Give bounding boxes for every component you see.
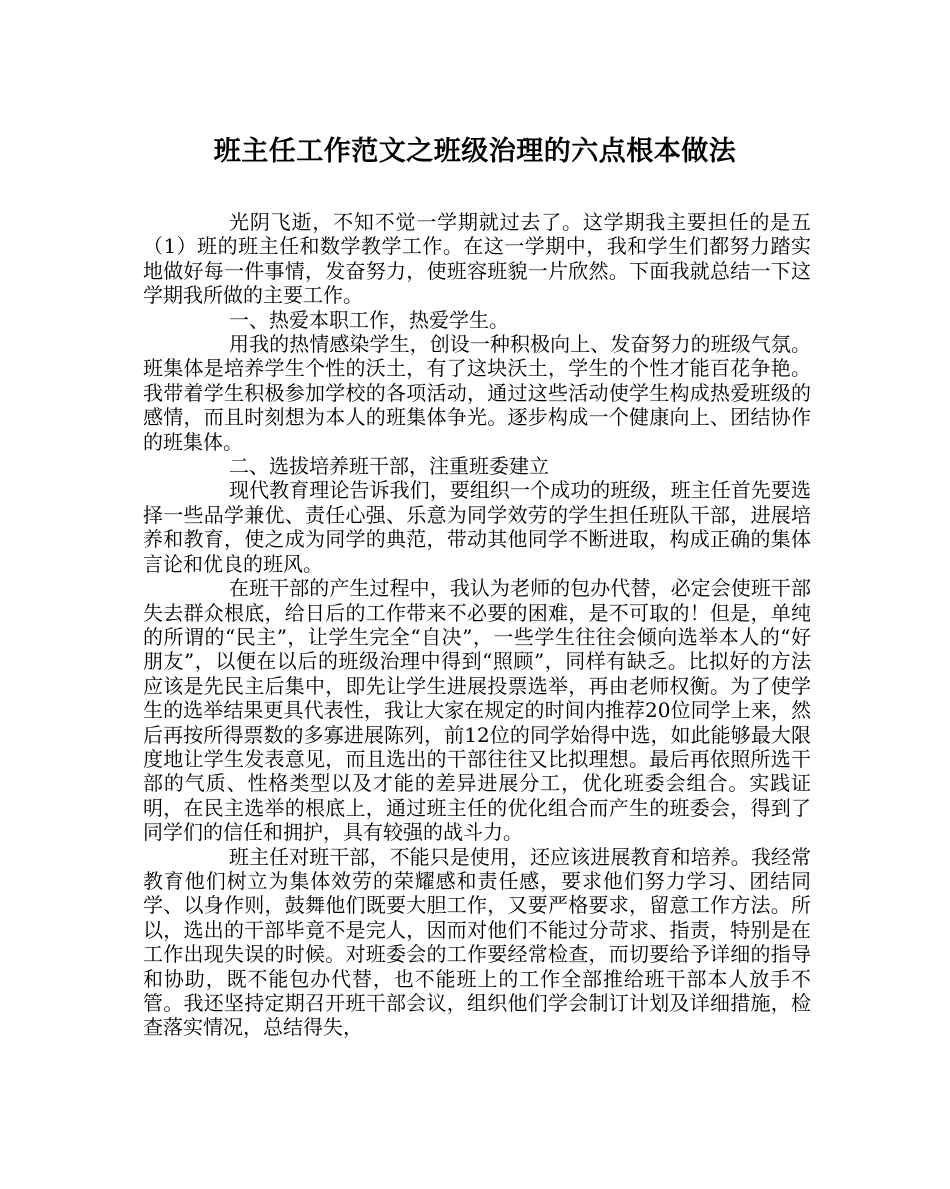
paragraph-class-atmosphere: 用我的热情感染学生，创设一种积极向上、发奋努力的班级气氛。班集体是培养学生个性的沃土，有了这块沃土，学生的个性才能百花争艳。我带着学生积极参加学校的各项活动，通过这些活动使学生构成热爱班级的感情，而且时刻想为本人的班集体争光。逐步构成一个健康向上、团结协作的班集体。 — [143, 332, 811, 454]
section-heading-1: 一、热爱本职工作，热爱学生。 — [229, 307, 509, 332]
paragraph-education-theory: 现代教育理论告诉我们，要组织一个成功的班级，班主任首先要选择一些品学兼优、责任心强、乐意为同学效劳的学生担任班队干部，进展培养和教育，使之成为同学的典范，带动其他同学不断进取，构成正确的集体言论和优良的班风。 — [143, 478, 811, 576]
document-body — [143, 210, 811, 1040]
document-title: 班主任工作范文之班级治理的六点根本做法 — [213, 136, 737, 167]
paragraph-cadre-training: 班主任对班干部，不能只是使用，还应该进展教育和培养。我经常教育他们树立为集体效劳的荣耀感和责任感，要求他们努力学习、团结同学、以身作则，鼓舞他们既要大胆工作，又要严格要求，留意工作方法。所以，选出的干部毕竟不是完人，因而对他们不能过分苛求、指责，特别是在工作出现失误的时候。对班委会的工作要经常检查，而切要给予详细的指导和协助，既不能包办代替，也不能班上的工作全部推给班干部本人放手不管。我还坚持定期召开班干部会议，组织他们学会制订计划及详细措施，检查落实情况，总结得失， — [143, 844, 811, 1040]
paragraph-cadre-election: 在班干部的产生过程中，我认为老师的包办代替，必定会使班干部失去群众根底，给日后的工作带来不必要的困难，是不可取的！但是，单纯的所谓的“民主”，让学生完全“自决”，一些学生往往会倾向选举本人的“好朋友”，以便在以后的班级治理中得到“照顾”，同样有缺乏。比拟好的方法应该是先民主后集中，即先让学生进展投票选举，再由老师权衡。为了使学生的选举结果更具代表性，我让大家在规定的时间内推荐20位同学上来，然后再按所得票数的多寡进展陈列，前12位的同学始得中选，如此能够最大限度地让学生发表意见，而且选出的干部往往又比拟理想。最后再依照所选干部的气质、性格类型以及才能的差异进展分工，优化班委会组合。实践证明，在民主选举的根底上，通过班主任的优化组合而产生的班委会，得到了同学们的信任和拥护，具有较强的战斗力。 — [143, 576, 811, 845]
section-heading-2: 二、选拔培养班干部，注重班委建立 — [229, 454, 549, 479]
paragraph-intro: 光阴飞逝，不知不觉一学期就过去了。这学期我主要担任的是五（1）班的班主任和数学教学工作。在这一学期中，我和学生们都努力踏实地做好每一件事情，发奋努力，使班容班貌一片欣然。下面我就总结一下这学期我所做的主要工作。 — [143, 210, 811, 308]
